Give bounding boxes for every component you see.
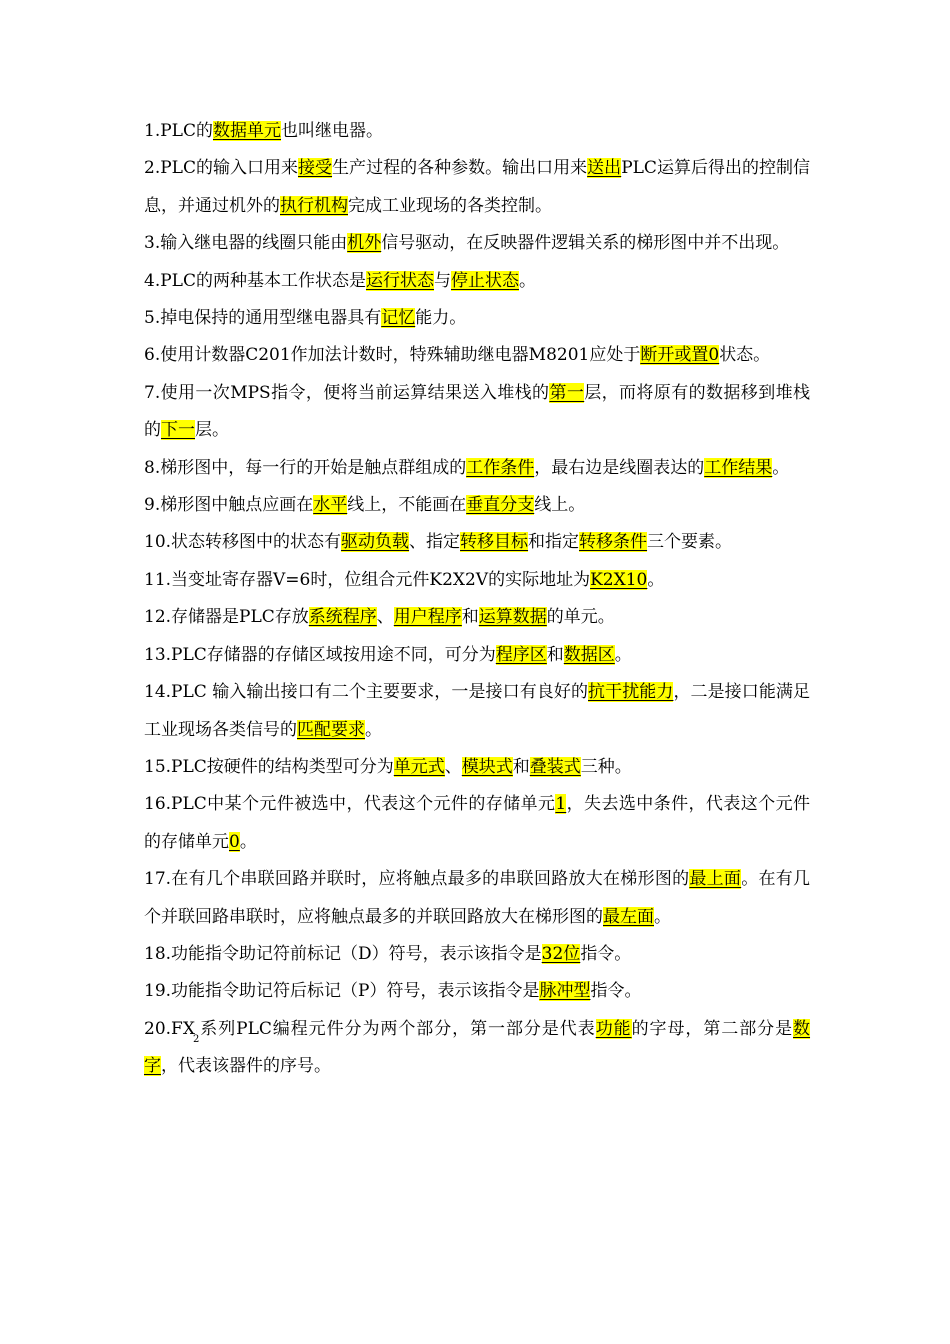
question-text: 。: [239, 831, 257, 852]
answer-highlight: 记忆: [381, 308, 416, 329]
question-text: 指令。: [590, 981, 642, 1002]
question-item: [144, 674, 810, 749]
question-text: 和指定: [528, 532, 580, 553]
question-text: 的字母，第二部分是: [631, 1018, 794, 1039]
question-text: 3.输入继电器的线圈只能由: [144, 233, 348, 254]
question-text: 的单元。: [546, 607, 615, 628]
answer-highlight: 下一: [161, 420, 195, 441]
answer-highlight: 功能: [595, 1018, 632, 1039]
answer-highlight: 1: [555, 794, 567, 815]
answer-highlight: 接受: [298, 158, 333, 179]
answer-highlight: 机外: [347, 233, 382, 254]
question-item: [144, 225, 810, 262]
question-item: [144, 375, 810, 450]
question-text: 11.当变址寄存器V=6时，位组合元件K2X2V的实际地址为: [144, 569, 591, 590]
question-text: 和: [512, 756, 530, 777]
question-text: 状态。: [719, 345, 771, 366]
question-text: 18.功能指令助记符前标记（D）符号，表示该指令是: [144, 943, 542, 964]
answer-highlight: 最上面: [689, 869, 742, 890]
answer-highlight: 单元式: [393, 756, 445, 777]
answer-highlight: 运算数据: [478, 607, 547, 628]
answer-highlight: 数字: [144, 1018, 811, 1077]
question-text: 线上，不能画在: [347, 495, 467, 516]
question-text: 能力。: [415, 308, 467, 329]
question-text: 线上。: [534, 495, 586, 516]
question-text: 层。: [195, 420, 229, 441]
question-text: 和: [461, 607, 479, 628]
question-text: 15.PLC按硬件的结构类型可分为: [144, 756, 394, 777]
question-text: 。在有几个并联回路串联时，应将触点最多的并联回路放大在梯形图的: [144, 869, 810, 927]
answer-highlight: 数据单元: [212, 121, 281, 141]
question-text: 2.PLC的输入口用来: [144, 158, 299, 179]
question-text: 。: [365, 719, 382, 740]
question-text: 16.PLC中某个元件被选中，代表这个元件的存储单元: [144, 794, 556, 815]
question-list: [144, 113, 810, 1086]
answer-highlight: 转移条件: [579, 532, 648, 553]
question-item: [144, 562, 810, 599]
question-text: 。: [772, 457, 790, 478]
question-text: 12.存储器是PLC存放: [144, 607, 309, 628]
answer-highlight: 叠装式: [529, 756, 581, 777]
question-text: 生产过程的各种参数。输出口用来: [332, 158, 588, 179]
question-text: 10.状态转移图中的状态有: [144, 532, 342, 553]
answer-highlight: 数据区: [563, 644, 615, 665]
question-text: 、指定: [409, 532, 461, 553]
answer-highlight: 程序区: [495, 644, 547, 665]
question-item: [144, 749, 810, 786]
answer-highlight: 转移目标: [460, 532, 529, 553]
question-text: 19.功能指令助记符后标记（P）符号，表示该指令是: [144, 981, 540, 1002]
answer-highlight: 模块式: [461, 756, 513, 777]
question-text: 指令。: [580, 943, 632, 964]
question-text: ，二是接口能满足工业现场各类信号的: [144, 682, 810, 740]
question-item: [144, 637, 810, 674]
question-text: 5.掉电保持的通用型继电器具有: [144, 308, 382, 329]
question-item: [144, 599, 810, 636]
question-text: 6.使用计数器C201作加法计数时，特殊辅助继电器M8201应处于: [144, 345, 641, 366]
answer-highlight: 匹配要求: [297, 719, 365, 740]
answer-highlight: 驱动负载: [341, 532, 410, 553]
question-text: 也叫继电器。: [280, 121, 383, 141]
question-item: [144, 973, 810, 1010]
question-item: [144, 1011, 810, 1086]
question-text: 4.PLC的两种基本工作状态是: [144, 270, 366, 291]
answer-highlight: 停止状态: [450, 270, 519, 291]
answer-highlight: 脉冲型: [539, 981, 591, 1002]
answer-highlight: 32位: [541, 943, 581, 964]
question-text: ，失去选中条件，代表这个元件的存储单元: [144, 794, 810, 852]
answer-highlight: 系统程序: [308, 607, 377, 628]
subscript-text: 2: [192, 1033, 200, 1045]
question-text: 17.在有几个串联回路并联时，应将触点最多的串联回路放大在梯形图的: [144, 869, 690, 890]
question-item: [144, 786, 810, 861]
question-text: 20.FX: [144, 1018, 195, 1039]
question-item: [144, 300, 810, 337]
question-item: [144, 487, 810, 524]
answer-highlight: 工作条件: [466, 457, 535, 478]
answer-highlight: 执行机构: [280, 195, 348, 216]
question-item: [144, 263, 810, 300]
answer-highlight: 水平: [313, 495, 348, 516]
question-text: 。: [518, 270, 536, 291]
question-text: 8.梯形图中，每一行的开始是触点群组成的: [144, 457, 467, 478]
answer-highlight: 断开或置0: [640, 345, 720, 366]
answer-highlight: 0: [229, 831, 240, 852]
question-text: 1.PLC的: [144, 121, 213, 141]
question-text: ，代表该器件的序号。: [161, 1056, 331, 1077]
answer-highlight: 工作结果: [704, 457, 773, 478]
question-text: 。: [647, 569, 665, 590]
question-text: 。: [614, 644, 632, 665]
answer-highlight: 最左面: [603, 906, 654, 927]
question-text: 层，而将原有的数据移到堆栈的: [144, 382, 810, 441]
answer-highlight: 抗干扰能力: [588, 682, 674, 703]
question-text: 完成工业现场的各类控制。: [348, 195, 552, 216]
question-text: 、: [376, 607, 394, 628]
question-item: [144, 150, 810, 225]
answer-highlight: 运行状态: [365, 270, 434, 291]
question-text: 、: [444, 756, 462, 777]
question-item: [144, 936, 810, 973]
question-text: 14.PLC 输入输出接口有二个主要要求，一是接口有良好的: [144, 682, 589, 703]
question-text: PLC运算后得出的控制信息，并通过机外的: [144, 158, 811, 216]
question-text: 系列PLC编程元件分为两个部分，第一部分是代表: [199, 1018, 596, 1039]
question-item: [144, 450, 810, 487]
answer-highlight: 用户程序: [393, 607, 462, 628]
question-item: [144, 524, 810, 561]
question-text: 13.PLC存储器的存储区域按用途不同，可分为: [144, 644, 496, 665]
question-item: [144, 337, 810, 374]
question-item: [144, 113, 810, 150]
answer-highlight: 送出: [587, 158, 622, 179]
question-text: 。: [654, 906, 671, 927]
answer-highlight: K2X10: [590, 569, 648, 590]
question-text: 7.使用一次MPS指令，便将当前运算结果送入堆栈的: [144, 382, 550, 403]
question-text: 与: [433, 270, 451, 291]
question-item: [144, 861, 810, 936]
question-text: 三种。: [580, 756, 632, 777]
answer-highlight: 垂直分支: [466, 495, 535, 516]
question-text: 和: [546, 644, 564, 665]
question-text: 三个要素。: [647, 532, 733, 553]
question-text: 信号驱动，在反映器件逻辑关系的梯形图中并不出现。: [381, 233, 790, 254]
question-text: ，最右边是线圈表达的: [534, 457, 705, 478]
answer-highlight: 第一: [549, 382, 585, 403]
question-text: 9.梯形图中触点应画在: [144, 495, 314, 516]
